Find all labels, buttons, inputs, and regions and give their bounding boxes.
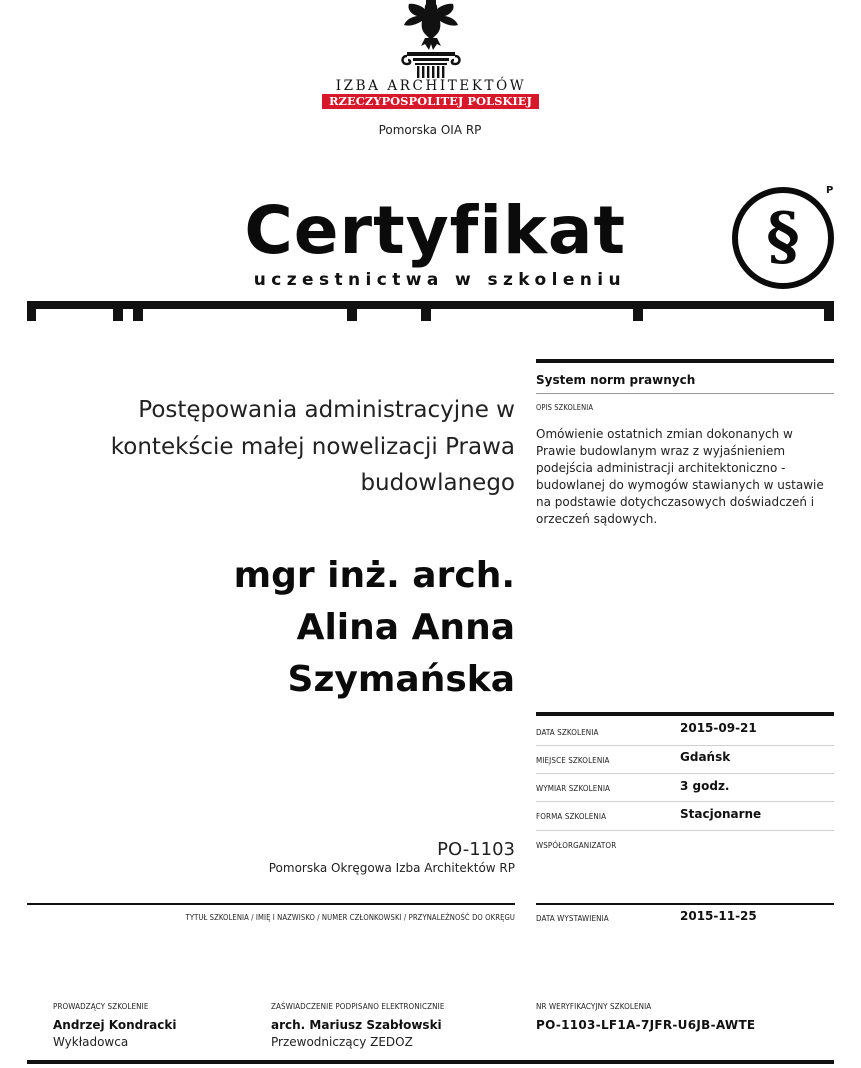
details-row-date <box>536 716 834 746</box>
category-underline <box>536 393 834 394</box>
description-line: orzeczeń sądowych. <box>536 512 658 526</box>
badge-category-letter: P <box>826 185 834 196</box>
course-category: System norm prawnych <box>536 373 696 387</box>
participant-name-line: Alina Anna <box>296 607 515 648</box>
detail-label: WSPÓŁORGANIZATOR <box>536 841 617 850</box>
detail-value: 2015-09-21 <box>680 721 757 735</box>
detail-label: DATA SZKOLENIA <box>536 728 599 737</box>
participant-caption: TYTUŁ SZKOLENIA / IMIĘ I NAZWISKO / NUMER CZŁONKOWSKI / PRZYNALEŻNOŚĆ DO OKRĘGU <box>185 913 515 922</box>
regional-chamber: Pomorska OIA RP <box>378 123 482 137</box>
paragraph-badge-icon <box>732 187 834 289</box>
description-line: budowlanej do wymogów stawianych w ustawie <box>536 478 824 492</box>
details-row-place <box>536 745 834 774</box>
chamber-name-line2: RZECZYPOSPOLITEJ POLSKIEJ <box>322 94 539 109</box>
certificate-title: Certyfikat <box>244 192 626 269</box>
detail-label: MIEJSCE SZKOLENIA <box>536 756 610 765</box>
description-line: Prawie budowlanym wraz z wyjaśnieniem <box>536 444 786 458</box>
detail-value: 3 godz. <box>680 779 730 793</box>
detail-label: FORMA SZKOLENIA <box>536 812 607 821</box>
category-divider <box>536 359 834 363</box>
course-title-line: Postępowania administracyjne w <box>138 397 515 423</box>
participant-divider <box>27 903 515 905</box>
detail-label: WYMIAR SZKOLENIA <box>536 784 611 793</box>
participant-name <box>30 550 515 706</box>
verification-code: PO-1103-LF1A-7JFR-U6JB-AWTE <box>536 1018 756 1032</box>
details-row-coorganizer <box>536 830 834 870</box>
paragraph-symbol: § <box>766 199 800 274</box>
chamber-name-line1: IZBA ARCHITEKTÓW <box>335 78 527 94</box>
detail-value: Stacjonarne <box>680 807 762 821</box>
eagle-emblem-icon <box>395 0 467 78</box>
member-chamber: Pomorska Okręgowa Izba Architektów RP <box>268 861 515 875</box>
detail-value: Gdańsk <box>680 750 731 764</box>
lecturer-name: Andrzej Kondracki <box>53 1018 177 1032</box>
issue-divider <box>536 903 834 905</box>
course-title <box>30 392 515 502</box>
participant-name-line: mgr inż. arch. <box>233 555 515 596</box>
lecturer-role: Wykładowca <box>53 1035 129 1049</box>
details-row-form <box>536 801 834 831</box>
details-row-duration <box>536 773 834 802</box>
footer-divider <box>27 1060 834 1064</box>
verification-label: NR WERYFIKACYJNY SZKOLENIA <box>536 1002 652 1011</box>
course-title-line: budowlanego <box>360 470 515 496</box>
member-number: PO-1103 <box>437 839 515 860</box>
lecturer-label: PROWADZĄCY SZKOLENIE <box>53 1002 149 1011</box>
signed-name: arch. Mariusz Szabłowski <box>271 1018 442 1032</box>
certificate-subtitle: uczestnictwa w szkoleniu <box>253 270 626 290</box>
signed-role: Przewodniczący ZEDOZ <box>271 1035 413 1049</box>
course-title-line: kontekście małej nowelizacji Prawa <box>110 433 515 460</box>
participant-name-line: Szymańska <box>287 659 515 700</box>
description-line: podejścia administracji architektoniczno - <box>536 461 786 475</box>
description-label: OPIS SZKOLENIA <box>536 403 594 412</box>
issue-date-label: DATA WYSTAWIENIA <box>536 914 609 923</box>
signed-label: ZAŚWIADCZENIE PODPISANO ELEKTRONICZNIE <box>271 1002 445 1011</box>
issue-date-value: 2015-11-25 <box>680 909 757 923</box>
description-line: na podstawie dotychczasowych doświadczeń i <box>536 495 815 509</box>
description-line: Omówienie ostatnich zmian dokonanych w <box>536 427 793 441</box>
course-description <box>536 426 834 528</box>
